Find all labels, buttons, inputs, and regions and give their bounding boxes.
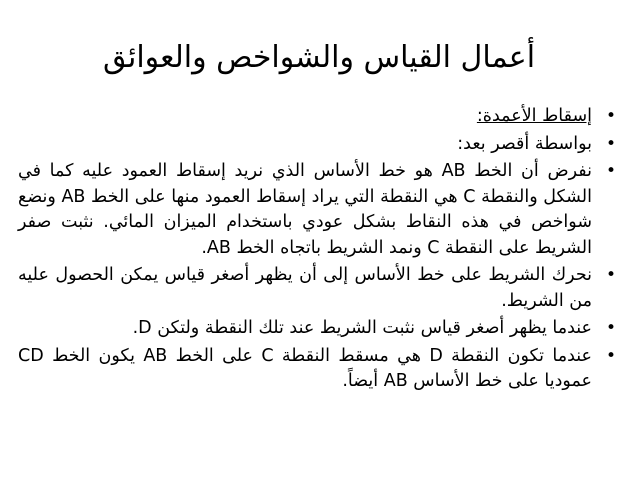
bullet-icon: • — [605, 133, 616, 154]
list-item — [18, 344, 616, 395]
list-item-text: عندما تكون النقطة D هي مسقط النقطة C على الخط AB يكون الخط CD عموديا على خط الأساس AB أيضاً. — [18, 345, 592, 391]
list-item-text: عندما يظهر أصغر قياس نثبت الشريط عند تلك النقطة ولتكن D. — [132, 318, 592, 338]
list-item — [18, 132, 616, 158]
bullet-list — [18, 104, 616, 397]
slide-title: أعمال القياس والشواخص والعوائق — [102, 40, 536, 75]
bullet-icon: • — [605, 345, 616, 366]
list-item-text: إسقاط الأعمدة: — [476, 106, 592, 126]
list-item — [18, 159, 616, 261]
list-item — [18, 316, 616, 342]
list-item-text: نحرك الشريط على خط الأساس إلى أن يظهر أصغر قياس يمكن الحصول عليه من الشريط. — [18, 265, 592, 311]
bullet-icon: • — [605, 106, 616, 126]
bullet-icon: • — [605, 265, 616, 285]
bullet-icon: • — [605, 161, 616, 181]
list-item-text: بواسطة أقصر بعد: — [457, 133, 592, 154]
bullet-icon: • — [605, 318, 616, 338]
list-item — [18, 263, 616, 314]
list-item-text: نفرض أن الخط AB هو خط الأساس الذي نريد إسقاط العمود عليه كما في الشكل والنقطة C هي النقطة التي يراد إسقاط العمود منها على الخط AB ونضع شواخص في هذه النقاط بشكل عودي باستخدام الميزان المائي. نثبت صفر الشريط على النقطة C ونمد الشريط باتجاه الخط AB. — [18, 161, 592, 258]
list-item — [18, 104, 616, 130]
